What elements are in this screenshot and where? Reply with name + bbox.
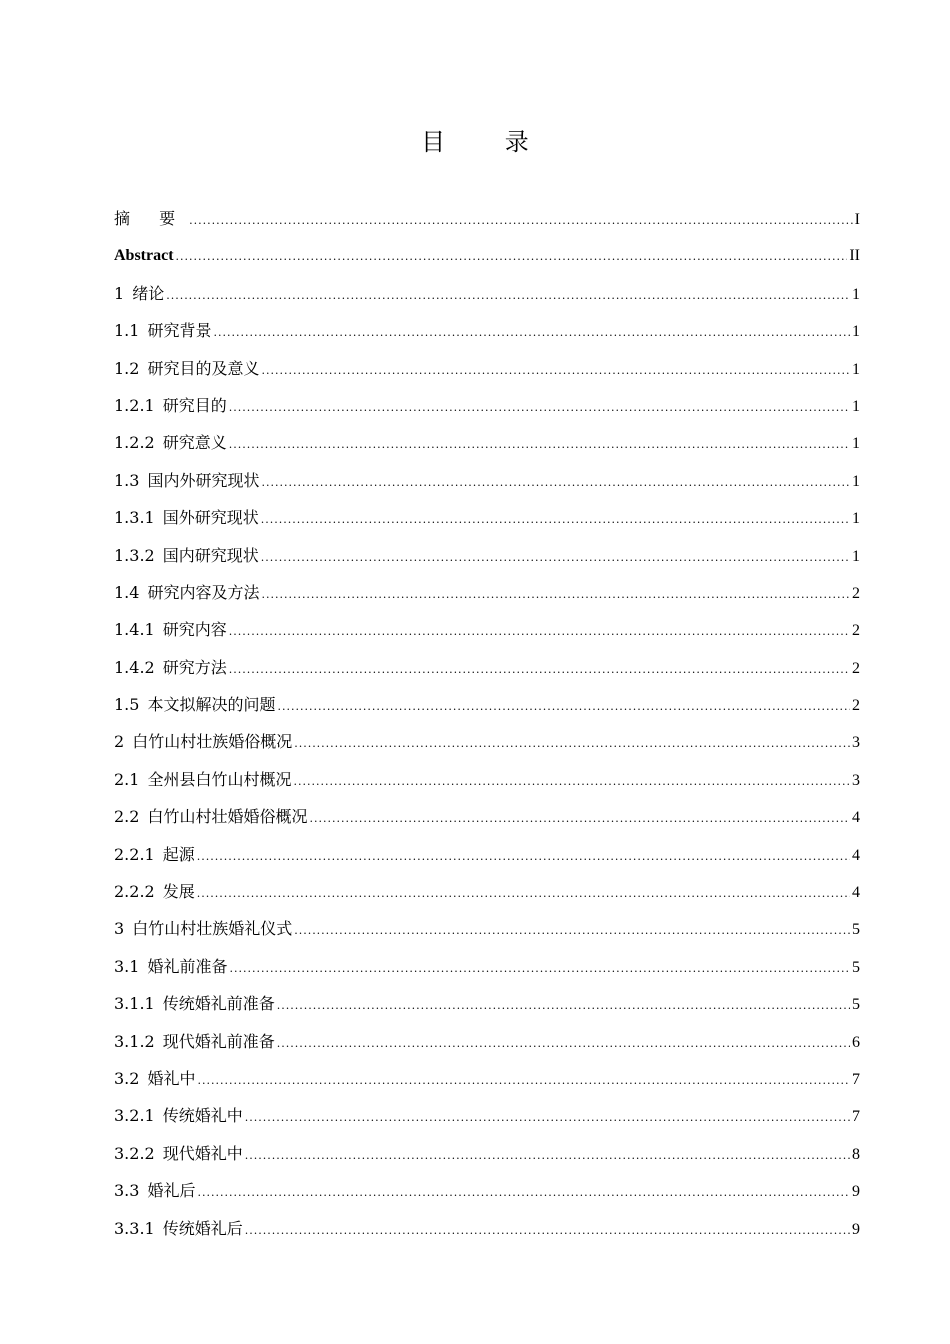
- toc-section-text: 研究内容及方法: [147, 582, 260, 602]
- toc-section-text: 起源: [162, 844, 195, 864]
- toc-page-number: 1: [852, 472, 860, 490]
- toc-entry-title: 摘 要: [114, 209, 188, 228]
- toc-section-number: 1.4.2: [114, 657, 155, 677]
- toc-entry-title: [114, 649, 227, 686]
- toc-section-number: 1.2.1: [114, 395, 155, 415]
- toc-entry-title: [114, 910, 292, 947]
- toc-leader-dots: [197, 838, 850, 875]
- toc-entry[interactable]: [114, 686, 860, 723]
- toc-leader-dots: [294, 725, 850, 762]
- toc-section-number: 1.2: [114, 358, 140, 378]
- toc-page-number: 5: [852, 958, 860, 976]
- toc-leader-dots: [189, 202, 853, 239]
- toc-entry-title: [114, 686, 275, 723]
- toc-entry-title: [114, 873, 195, 910]
- toc-entry[interactable]: [114, 1135, 860, 1172]
- toc-page-number: 4: [852, 809, 860, 827]
- toc-section-number: 1.3.1: [114, 508, 155, 528]
- toc-entry[interactable]: [114, 499, 860, 536]
- toc-page-number: 1: [852, 360, 860, 378]
- toc-entry[interactable]: [114, 1210, 860, 1247]
- toc-page-number: 7: [852, 1070, 860, 1088]
- toc-page-number: 1: [852, 285, 860, 303]
- toc-entry[interactable]: [114, 574, 860, 611]
- toc-page-number: 3: [852, 771, 860, 789]
- toc-entry[interactable]: [114, 537, 860, 574]
- toc-section-number: 1.3.2: [114, 545, 155, 565]
- toc-leader-dots: [176, 238, 848, 275]
- page-title: 目 录: [421, 128, 555, 156]
- toc-section-text: 婚礼前准备: [147, 956, 228, 976]
- toc-section-text: 全州县白竹山村概况: [147, 769, 292, 789]
- toc-page-number: 1: [852, 510, 860, 528]
- toc-section-number: 2.2: [114, 807, 140, 827]
- toc-section-text: 白竹山村壮族婚俗概况: [132, 732, 293, 752]
- toc-leader-dots: [261, 352, 850, 389]
- toc-leader-dots: [309, 800, 850, 837]
- toc-entry-title: [114, 985, 275, 1022]
- toc-entry-title: [114, 312, 211, 349]
- toc-leader-dots: [229, 613, 850, 650]
- toc-section-number: 3.3.1: [114, 1218, 155, 1238]
- toc-section-number: 3.2.1: [114, 1106, 155, 1126]
- toc-leader-dots: [277, 987, 850, 1024]
- toc-page-number: 4: [852, 846, 860, 864]
- toc-section-text: 研究目的: [162, 395, 227, 415]
- toc-section-text: 现代婚礼中: [162, 1143, 243, 1163]
- toc-entry-title: [114, 1135, 243, 1172]
- toc-section-text: 发展: [162, 882, 195, 902]
- toc-section-number: 3: [114, 919, 125, 939]
- toc-section-number: 2.2.1: [114, 844, 155, 864]
- toc-section-number: 3.1.2: [114, 1031, 155, 1051]
- toc-entry-title: [114, 836, 195, 873]
- toc-section-text: 研究内容: [162, 620, 227, 640]
- toc-page-number: 6: [852, 1033, 860, 1051]
- toc-section-number: 2.1: [114, 769, 140, 789]
- toc-section-text: 绪论: [132, 283, 165, 303]
- toc-section-text: 婚礼中: [147, 1068, 196, 1088]
- toc-leader-dots: [229, 389, 850, 426]
- toc-entry[interactable]: [114, 836, 860, 873]
- toc-section-number: 2: [114, 732, 125, 752]
- toc-section-text: 国内外研究现状: [147, 470, 260, 490]
- toc-entry-title: [114, 798, 307, 835]
- toc-section-number: 1.3: [114, 470, 140, 490]
- toc-leader-dots: [261, 501, 850, 538]
- toc-page-number: 7: [852, 1108, 860, 1126]
- toc-section-number: 1: [114, 283, 125, 303]
- toc-section-text: 婚礼后: [147, 1181, 196, 1201]
- toc-page-number: 5: [852, 996, 860, 1014]
- toc-page-number: 1: [852, 397, 860, 415]
- toc-section-number: 1.4: [114, 582, 140, 602]
- toc-entry[interactable]: [114, 387, 860, 424]
- toc-entry[interactable]: [114, 200, 860, 237]
- toc-page-number: 9: [852, 1220, 860, 1238]
- toc-section-number: 1.1: [114, 321, 140, 341]
- toc-section-text: 白竹山村壮婚婚俗概况: [147, 807, 308, 827]
- toc-section-number: 1.5: [114, 695, 140, 715]
- toc-leader-dots: [197, 1174, 850, 1211]
- toc-entry[interactable]: [114, 1097, 860, 1134]
- toc-page-number: 5: [852, 921, 860, 939]
- toc-leader-dots: [229, 651, 850, 688]
- toc-section-text: 白竹山村壮族婚礼仪式: [132, 919, 293, 939]
- toc-entry-title: Abstract: [114, 247, 174, 265]
- toc-section-text: 研究方法: [162, 657, 227, 677]
- toc-entry[interactable]: [114, 910, 860, 947]
- toc-section-text: 国外研究现状: [162, 508, 259, 528]
- toc-entry-title: [114, 723, 292, 760]
- toc-entry[interactable]: [114, 1023, 860, 1060]
- toc-section-number: 1.2.2: [114, 433, 155, 453]
- toc-leader-dots: [261, 576, 850, 613]
- toc-page-number: 1: [852, 435, 860, 453]
- toc-leader-dots: [277, 1025, 850, 1062]
- toc-entry[interactable]: [114, 985, 860, 1022]
- toc-section-number: 3.3: [114, 1181, 140, 1201]
- toc-page-number: 2: [852, 584, 860, 602]
- toc-section-text: 传统婚礼后: [162, 1218, 243, 1238]
- toc-leader-dots: [197, 1062, 850, 1099]
- toc-page-number: 3: [852, 734, 860, 752]
- toc-section-number: 1.4.1: [114, 620, 155, 640]
- toc-page-number: 2: [852, 659, 860, 677]
- toc-entry[interactable]: [114, 873, 860, 910]
- toc-section-text: 研究目的及意义: [147, 358, 260, 378]
- toc-section-text: 国内研究现状: [162, 545, 259, 565]
- toc-entry-title: [114, 350, 259, 387]
- toc-page-number: 9: [852, 1183, 860, 1201]
- toc-entry-title: [114, 761, 291, 798]
- toc-page-number: 1: [852, 323, 860, 341]
- toc-page-number: 2: [852, 697, 860, 715]
- toc-entry-title: [114, 1097, 243, 1134]
- toc-page-number: 1: [852, 547, 860, 565]
- toc-entry-title: [114, 424, 227, 461]
- toc-entry[interactable]: [114, 275, 860, 312]
- toc-page-number: 8: [852, 1145, 860, 1163]
- toc-leader-dots: [213, 314, 850, 351]
- toc-entry[interactable]: [114, 1172, 860, 1209]
- toc-section-text: 研究意义: [162, 433, 227, 453]
- toc-entry[interactable]: [114, 761, 860, 798]
- toc-entry[interactable]: [114, 1060, 860, 1097]
- toc-entry[interactable]: [114, 649, 860, 686]
- toc-entry[interactable]: [114, 723, 860, 760]
- table-of-contents: [114, 200, 860, 1247]
- toc-section-text: 传统婚礼中: [162, 1106, 243, 1126]
- toc-section-text: 现代婚礼前准备: [162, 1031, 275, 1051]
- toc-page-number: 4: [852, 884, 860, 902]
- toc-entry-title: [114, 499, 259, 536]
- toc-page-number: II: [849, 247, 860, 265]
- toc-section-number: 2.2.2: [114, 882, 155, 902]
- toc-leader-dots: [293, 763, 850, 800]
- toc-entry-title: [114, 1060, 195, 1097]
- toc-page-number: 2: [852, 622, 860, 640]
- toc-leader-dots: [229, 950, 850, 987]
- toc-leader-dots: [261, 464, 850, 501]
- toc-entry-title: [114, 387, 227, 424]
- toc-entry-title: [114, 275, 164, 312]
- toc-entry-title: [114, 948, 227, 985]
- toc-entry-title: [114, 574, 259, 611]
- toc-entry-title: [114, 1023, 275, 1060]
- toc-section-number: 3.1.1: [114, 994, 155, 1014]
- toc-entry[interactable]: [114, 462, 860, 499]
- toc-entry[interactable]: [114, 350, 860, 387]
- toc-section-text: 传统婚礼前准备: [162, 994, 275, 1014]
- toc-leader-dots: [245, 1137, 850, 1174]
- toc-leader-dots: [197, 875, 850, 912]
- toc-section-number: 3.2: [114, 1068, 140, 1088]
- toc-entry[interactable]: [114, 611, 860, 648]
- toc-section-text: 研究背景: [147, 321, 212, 341]
- toc-section-text: 本文拟解决的问题: [147, 695, 276, 715]
- toc-entry[interactable]: [114, 948, 860, 985]
- toc-leader-dots: [294, 912, 850, 949]
- toc-leader-dots: [245, 1099, 850, 1136]
- toc-section-number: 3.2.2: [114, 1143, 155, 1163]
- toc-entry-title: [114, 1172, 195, 1209]
- toc-page-number: I: [854, 211, 860, 228]
- toc-entry[interactable]: [114, 424, 860, 461]
- toc-leader-dots: [261, 539, 850, 576]
- toc-section-number: 3.1: [114, 956, 140, 976]
- toc-leader-dots: [229, 426, 850, 463]
- toc-leader-dots: [277, 688, 850, 725]
- toc-entry[interactable]: [114, 237, 860, 274]
- toc-entry[interactable]: [114, 312, 860, 349]
- toc-entry-title: [114, 537, 259, 574]
- toc-leader-dots: [245, 1212, 850, 1249]
- toc-entry-title: [114, 1210, 243, 1247]
- toc-leader-dots: [166, 277, 850, 314]
- toc-entry[interactable]: [114, 798, 860, 835]
- toc-entry-title: [114, 611, 227, 648]
- toc-entry-title: [114, 462, 259, 499]
